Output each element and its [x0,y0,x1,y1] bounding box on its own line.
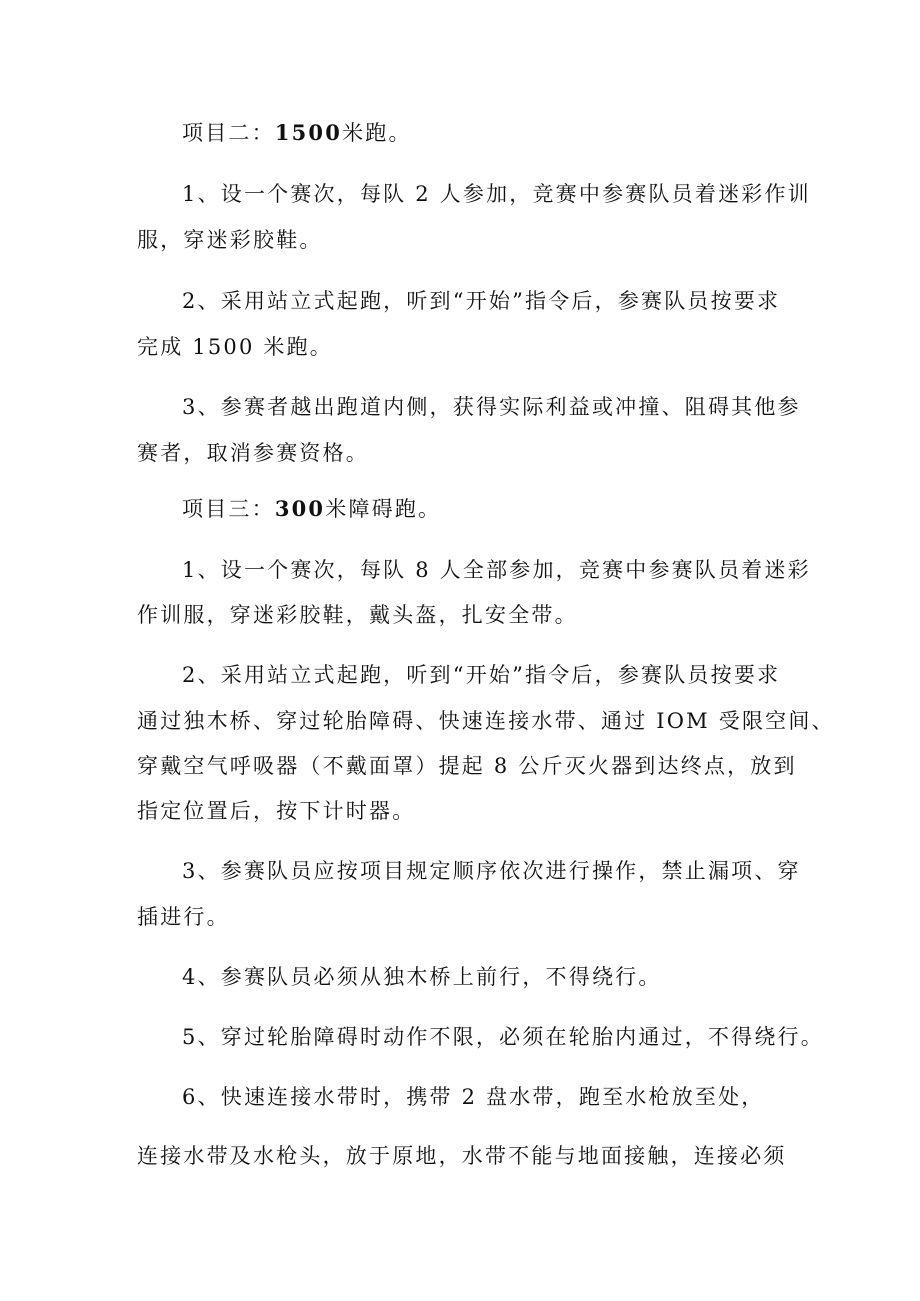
paragraph-line: 1、设一个赛次，每队 8 人全部参加，竞赛中参赛队员着迷彩 [182,558,811,582]
heading-suffix: 米跑。 [342,121,412,145]
heading-number: 300 [274,496,326,521]
paragraph-line: 6、快速连接水带时，携带 2 盘水带，跑至水枪放至处， [182,1085,765,1109]
heading-prefix: 项目二： [182,121,275,145]
paragraph-line: 3、参赛者越出跑道内侧，获得实际利益或冲撞、阻碍其他参 [182,395,801,419]
paragraph-line: 插进行。 [137,905,230,929]
paragraph-line: 指定位置后，按下计时器。 [137,799,416,823]
paragraph-line: 连接水带及水枪头，放于原地，水带不能与地面接触，连接必须 [137,1144,787,1168]
paragraph-line: 赛者，取消参赛资格。 [137,441,369,465]
paragraph-line: 1、设一个赛次，每队 2 人参加，竞赛中参赛队员着迷彩作训 [182,182,811,206]
heading-suffix: 米障碍跑。 [325,497,442,521]
paragraph-line: 完成 1500 米跑。 [137,335,333,359]
paragraph-line: 穿戴空气呼吸器（不戴面罩）提起 8 公斤灭火器到达终点，放到 [137,754,797,778]
section-heading-project-2 [182,119,412,147]
section-heading-project-3 [182,495,441,523]
paragraph-line: 2、采用站立式起跑，听到“开始”指令后，参赛队员按要求 [182,289,781,313]
paragraph-line: 通过独木桥、穿过轮胎障碍、快速连接水带、通过 IOM 受限空间、 [137,709,835,733]
paragraph-line: 5、穿过轮胎障碍时动作不限，必须在轮胎内通过，不得绕行。 [182,1025,824,1049]
paragraph-line: 3、参赛队员应按项目规定顺序依次进行操作，禁止漏项、穿 [182,859,801,883]
paragraph-line: 2、采用站立式起跑，听到“开始”指令后，参赛队员按要求 [182,663,781,687]
paragraph-line: 服，穿迷彩胶鞋。 [137,228,323,252]
heading-prefix: 项目三： [182,497,275,521]
heading-number: 1500 [274,120,343,145]
paragraph-line: 作训服，穿迷彩胶鞋，戴头盔，扎安全带。 [137,603,578,627]
paragraph-line: 4、参赛队员必须从独木桥上前行，不得绕行。 [182,965,662,989]
